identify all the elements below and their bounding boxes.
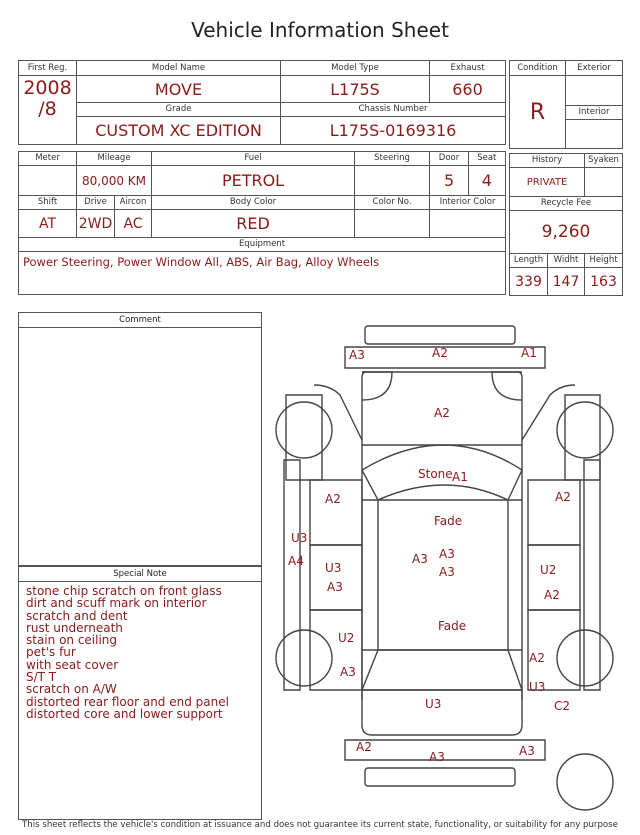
spacer (19, 145, 506, 152)
first-reg-month: /8 (38, 98, 57, 120)
width-label: Widht (548, 254, 585, 268)
car-damage-diagram (270, 320, 630, 818)
history-table (509, 153, 623, 296)
exterior-label: Exterior (566, 61, 623, 76)
exhaust-value: 660 (430, 76, 506, 103)
body-color-label: Body Color (152, 196, 355, 210)
special-note-label: Special Note (19, 566, 261, 582)
mark-front-bumper-right: A1 (521, 346, 537, 360)
width-value: 147 (548, 268, 585, 296)
mileage-label: Mileage (77, 152, 152, 166)
model-type: L175S (281, 76, 430, 103)
steering-value (355, 166, 430, 196)
mark-right-front-door-2: A2 (544, 588, 560, 602)
interior-color-value (430, 210, 506, 238)
mark-left-front-door-1: U3 (325, 561, 342, 575)
rear-bumper-bottom (365, 768, 515, 786)
mark-left-fender: A2 (325, 492, 341, 506)
note-item: distorted core and lower support (26, 706, 223, 721)
color-no-label: Color No. (355, 196, 430, 210)
length-label: Length (510, 254, 548, 268)
special-note-panel (18, 566, 262, 820)
mark-right-fender: A2 (555, 490, 571, 504)
mark-right-front-door-1: U2 (540, 563, 557, 577)
mark-center-right-1: A3 (439, 547, 455, 561)
mileage-value: 80,000 KM (77, 166, 152, 196)
chassis-label: Chassis Number (281, 103, 506, 117)
note-item: pet's fur (26, 645, 76, 660)
left-a-pillar (314, 385, 362, 440)
comment-panel (18, 312, 262, 566)
note-item: dirt and scuff mark on interior (26, 596, 207, 611)
shift-value: AT (19, 210, 77, 238)
syaken-value (585, 168, 623, 197)
left-rocker (284, 460, 300, 690)
mark-roof-front: Fade (434, 514, 463, 528)
seat-value: 4 (468, 166, 505, 195)
note-item: S/T T (26, 670, 57, 685)
mark-hood: A2 (434, 406, 450, 420)
model-name-label: Model Name (77, 61, 281, 76)
drive-value: 2WD (77, 210, 115, 238)
mark-rear-bumper-right: A3 (519, 744, 535, 758)
door-seat-labels (430, 152, 506, 166)
note-item: rust underneath (26, 620, 123, 635)
height-label: Height (585, 254, 623, 268)
mark-left-front-door-2: A3 (327, 580, 343, 594)
recycle-fee-value: 9,260 (510, 211, 623, 254)
height-value: 163 (585, 268, 623, 296)
history-label: History (510, 154, 585, 168)
mark-left-rear-quarter: A3 (340, 665, 356, 679)
model-type-label: Model Type (281, 61, 430, 76)
meter-value (19, 166, 77, 196)
roof-right-rail (508, 500, 522, 650)
first-reg-year: 2008 (23, 77, 72, 99)
aircon-label: Aircon (115, 196, 152, 210)
aircon-value: AC (115, 210, 152, 238)
condition-table (509, 60, 623, 149)
history-value: PRIVATE (510, 168, 585, 197)
right-fender (528, 480, 580, 545)
note-item: stone chip scratch on front glass (26, 584, 222, 598)
note-item: stain on ceiling (26, 633, 118, 648)
tailgate (362, 690, 522, 735)
drive-label: Drive (77, 196, 115, 210)
mark-rear-bumper-mid: A3 (429, 750, 445, 764)
color-no-value (355, 210, 430, 238)
disclaimer-footer: This sheet reflects the vehicle's condition at issuance and does not guarantee its current state, functionality, or suitability for any purpose (22, 820, 618, 830)
mark-left-rear-door: U2 (338, 631, 355, 645)
mark-front-bumper-mid: A2 (432, 346, 448, 360)
length-value: 339 (510, 268, 548, 296)
body-color-value: RED (152, 210, 355, 238)
syaken-label: Syaken (585, 154, 623, 168)
mark-front-bumper-left: A3 (349, 348, 365, 362)
headlight-left (362, 372, 392, 400)
right-rocker (584, 460, 600, 690)
equipment-value: Power Steering, Power Window All, ABS, Air Bag, Alloy Wheels (19, 252, 506, 295)
roof-left-rail (362, 500, 378, 650)
condition-label: Condition (510, 61, 566, 76)
shift-label: Shift (19, 196, 77, 210)
left-front-door (310, 545, 362, 610)
left-front-wheelarch (286, 395, 322, 480)
equipment-label: Equipment (19, 238, 506, 252)
mark-tailgate: U3 (425, 697, 442, 711)
recycle-fee-label: Recycle Fee (510, 197, 623, 211)
condition-grade: R (510, 76, 566, 149)
headlight-right (492, 372, 522, 400)
mark-right-rear-quarter: A2 (529, 651, 545, 665)
special-note-list (19, 582, 261, 720)
door-seat-values (430, 166, 506, 196)
mark-left-pillar: U3 (291, 531, 308, 545)
spare-tire (557, 754, 613, 810)
front-left-tire (276, 402, 332, 458)
door-label: Door (438, 153, 460, 163)
mark-center-left: A3 (412, 552, 428, 566)
mark-right-rear-lower: U3 (529, 680, 546, 694)
chassis-number: L175S-0169316 (281, 117, 506, 145)
rear-bumper (345, 740, 545, 760)
grade-label: Grade (77, 103, 281, 117)
right-rear-door (528, 610, 580, 690)
steering-label: Steering (355, 152, 430, 166)
interior-color-label: Interior Color (430, 196, 506, 210)
first-reg-cell (19, 76, 77, 145)
mark-windshield-code: A1 (452, 470, 468, 484)
note-item: scratch and dent (26, 608, 128, 623)
comment-label: Comment (19, 313, 261, 328)
right-a-pillar (522, 385, 575, 440)
meter-label: Meter (19, 152, 77, 166)
vehicle-info-table (18, 60, 506, 295)
front-bumper-top (365, 326, 515, 344)
mark-roof-rear: Fade (438, 619, 467, 633)
fuel-label: Fuel (152, 152, 355, 166)
mark-windshield-word: Stone (418, 467, 453, 481)
page-title: Vehicle Information Sheet (191, 18, 449, 42)
model-name: MOVE (77, 76, 281, 103)
exterior-value (566, 76, 623, 106)
interior-value (566, 120, 623, 149)
mark-left-rocker: A4 (288, 554, 304, 568)
grade-value: CUSTOM XC EDITION (77, 117, 281, 145)
seat-label: Seat (468, 152, 505, 165)
mark-rear-corner: C2 (554, 699, 571, 713)
fuel-value: PETROL (152, 166, 355, 196)
note-item: distorted rear floor and end panel (26, 694, 229, 709)
note-item: scratch on A/W (26, 682, 117, 697)
door-value: 5 (443, 171, 455, 190)
mark-rear-bumper-left: A2 (356, 740, 372, 754)
first-reg-label: First Reg. (19, 61, 77, 76)
rear-window (362, 650, 522, 690)
interior-label: Interior (566, 106, 623, 120)
note-item: with seat cover (26, 657, 119, 672)
left-fender (310, 480, 362, 545)
right-front-wheelarch (565, 395, 600, 480)
rear-right-tire (557, 630, 613, 686)
mark-center-right-2: A3 (439, 565, 455, 579)
exhaust-label: Exhaust (430, 61, 506, 76)
